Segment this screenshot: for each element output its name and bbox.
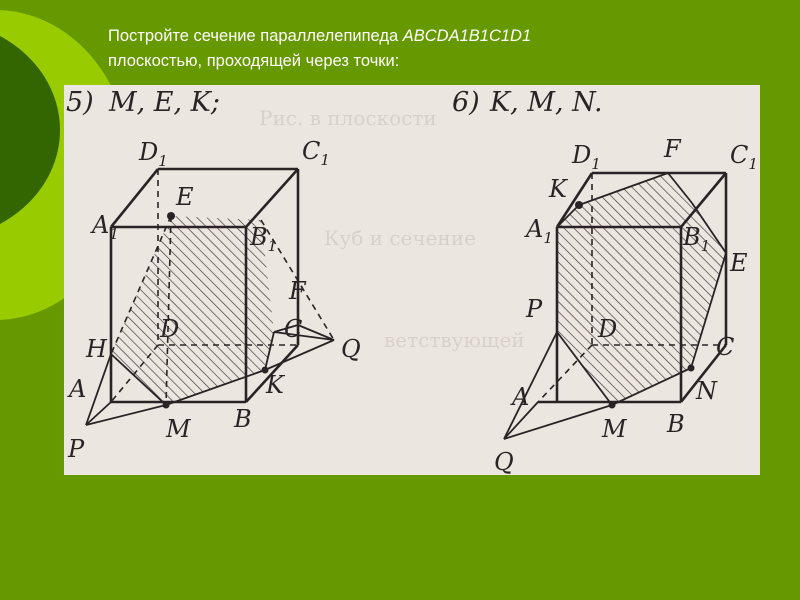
point-e	[167, 212, 175, 220]
faded-background-text: Рис. в плоскости	[259, 106, 437, 130]
label-q: Q	[341, 335, 361, 363]
label-d: D	[160, 315, 180, 343]
parallelepiped-name: ABCDA1B1C1D1	[402, 27, 532, 45]
label-k: K	[266, 371, 284, 399]
label-p: P	[526, 295, 543, 323]
label-f: F	[664, 135, 681, 163]
label-a1: $A_1$	[526, 215, 553, 247]
label-c1: $C_1$	[302, 137, 330, 169]
label-a1: $A_1$	[92, 211, 119, 243]
faded-background-text: ветствующей	[384, 328, 525, 352]
label-b1: $B_1$	[250, 223, 278, 255]
problem-6	[452, 87, 758, 475]
label-d1: $D_1$	[572, 141, 601, 173]
label-m: M	[166, 415, 191, 443]
label-p: P	[68, 435, 85, 463]
label-b: B	[667, 410, 685, 438]
label-c: C	[716, 333, 735, 361]
point-k	[575, 201, 583, 209]
problem-number: 5)	[66, 87, 94, 118]
label-f: F	[289, 277, 306, 305]
label-c: C	[284, 315, 303, 343]
point-m	[609, 402, 616, 409]
label-b: B	[234, 405, 252, 433]
title-line-2: плоскостью, проходящей через точки:	[108, 52, 400, 70]
label-b1: $B_1$	[683, 223, 711, 255]
problem-points: K, M, N.	[490, 87, 603, 118]
problem-5	[66, 87, 361, 463]
label-k: K	[549, 175, 567, 203]
geometry-figure	[64, 85, 760, 475]
slide-title	[108, 24, 748, 74]
section-polygon	[557, 173, 726, 405]
label-d: D	[598, 315, 618, 343]
label-a: A	[69, 375, 87, 403]
problem-points: M, E, K;	[109, 87, 220, 118]
label-e: E	[730, 249, 748, 277]
label-n: N	[696, 377, 717, 405]
label-e: E	[176, 183, 194, 211]
faded-background-text: Куб и сечение	[324, 226, 476, 250]
label-d1: $D_1$	[139, 138, 168, 170]
title-line-1	[108, 24, 748, 49]
label-h: H	[86, 335, 107, 363]
title-text: Постройте сечение параллелепипеда	[108, 27, 403, 45]
point-m	[163, 402, 170, 409]
label-c1: $C_1$	[730, 141, 758, 173]
label-a: A	[512, 383, 530, 411]
label-m: M	[602, 415, 627, 443]
point-n	[688, 365, 695, 372]
problem-number: 6)	[452, 87, 480, 118]
label-q: Q	[494, 448, 514, 475]
